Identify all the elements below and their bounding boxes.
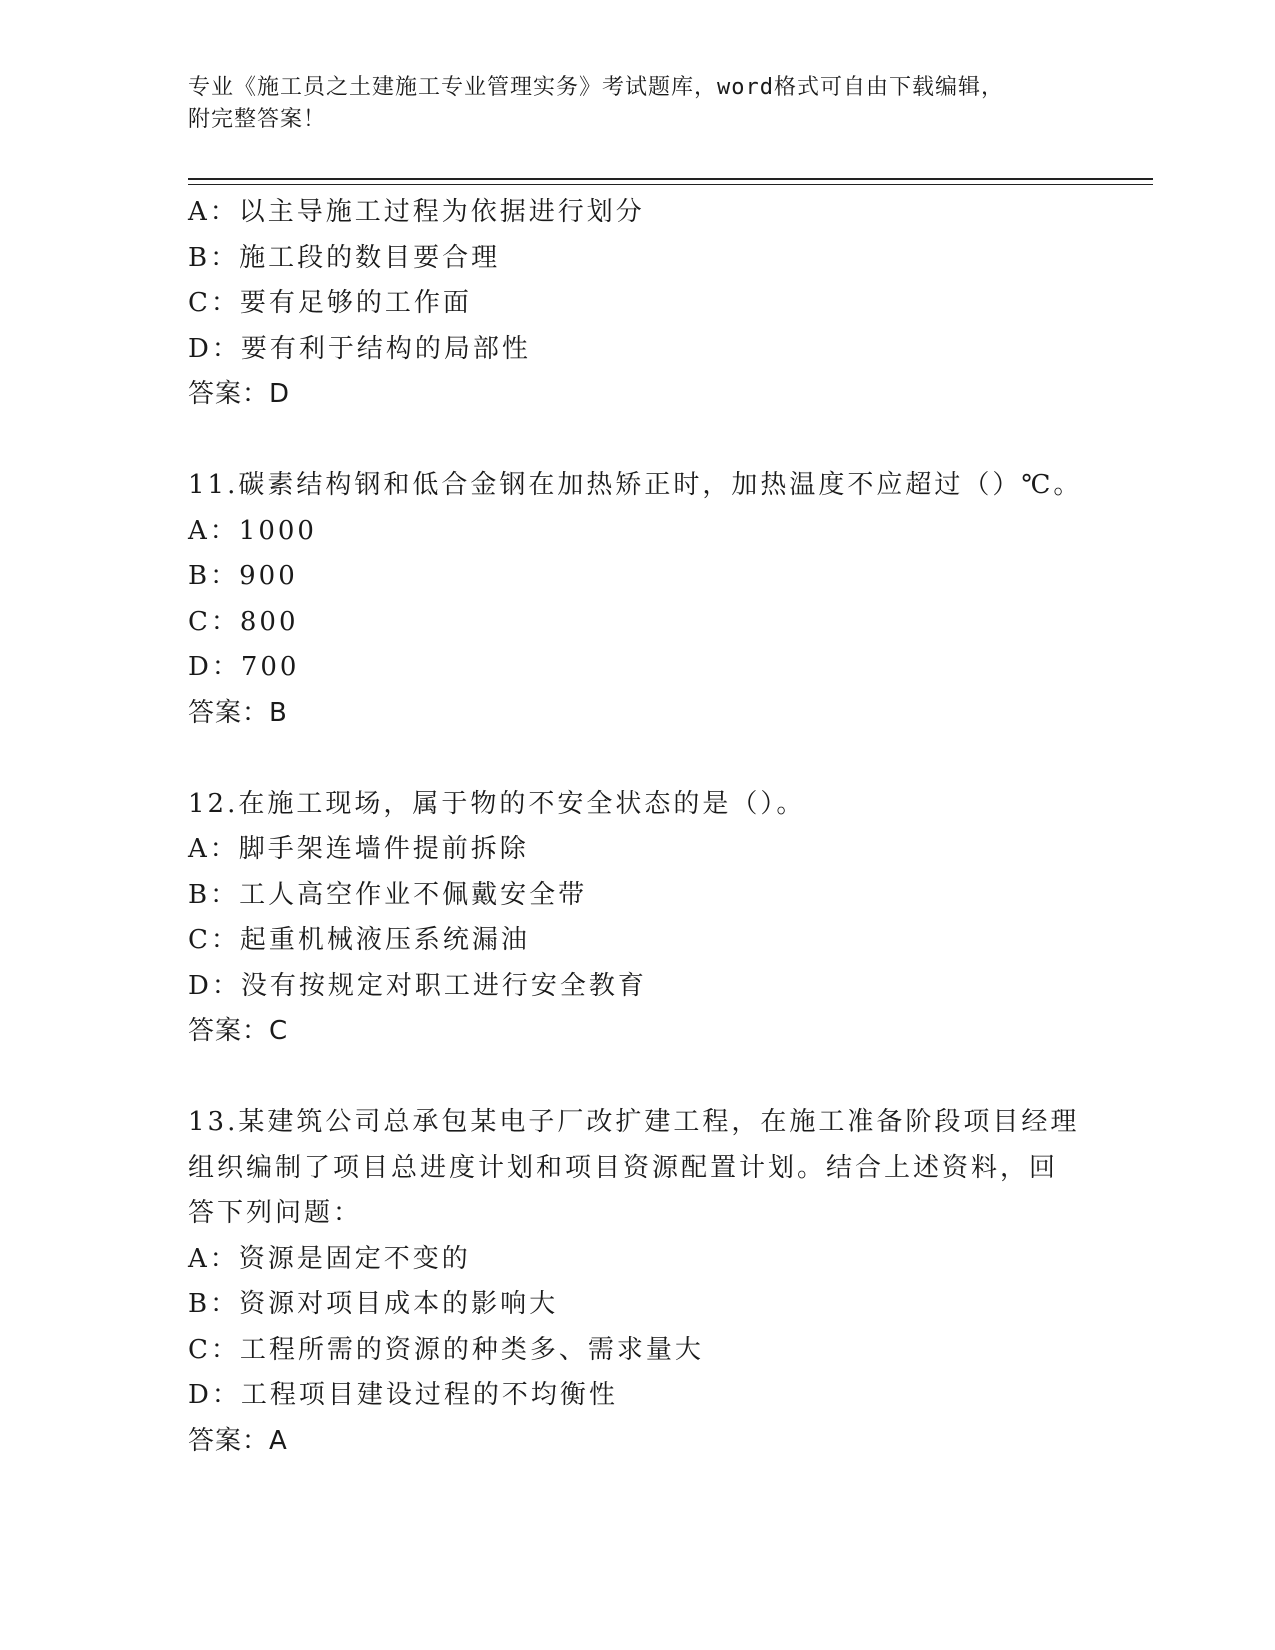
question-text-line-2: 组织编制了项目总进度计划和项目资源配置计划。结合上述资料，回: [188, 1152, 1059, 1183]
question-text: 11.碳素结构钢和低合金钢在加热矫正时，加热温度不应超过（）℃。: [188, 470, 1083, 500]
question-13: [188, 1100, 1088, 1464]
answer: 答案：C: [188, 1016, 289, 1046]
option-c: C：800: [188, 606, 299, 637]
option-c: C：要有足够的工作面: [188, 288, 472, 318]
question-text: 12.在施工现场，属于物的不安全状态的是（）。: [188, 788, 806, 819]
header-divider-thin: [188, 184, 1153, 185]
spacer: [188, 418, 1088, 464]
option-b: B：施工段的数目要合理: [188, 242, 501, 273]
option-d: D：没有按规定对职工进行安全教育: [188, 970, 647, 1001]
option-d: D：要有利于结构的局部性: [188, 333, 531, 364]
question-text-line-1: 13.某建筑公司总承包某电子厂改扩建工程，在施工准备阶段项目经理: [188, 1107, 1080, 1137]
option-d: D：工程项目建设过程的不均衡性: [188, 1380, 618, 1410]
question-list: [188, 190, 1088, 1464]
question-11: [188, 463, 1088, 736]
option-b: B：工人高空作业不佩戴安全带: [188, 879, 588, 910]
answer: 答案：D: [188, 379, 291, 409]
answer: 答案：A: [188, 1425, 288, 1456]
option-c: C：工程所需的资源的种类多、需求量大: [188, 1334, 704, 1365]
option-b: B：资源对项目成本的影响大: [188, 1289, 559, 1319]
question-text-line-3: 答下列问题：: [188, 1198, 363, 1228]
answer: 答案：B: [188, 697, 288, 728]
option-a: A：以主导施工过程为依据进行划分: [188, 197, 645, 227]
document-header: [188, 72, 1068, 136]
spacer: [188, 1055, 1088, 1101]
option-a: A：脚手架连墙件提前拆除: [188, 834, 529, 864]
option-b: B：900: [188, 561, 298, 591]
option-d: D：700: [188, 652, 300, 682]
header-line-1: 专业《施工员之土建施工专业管理实务》考试题库，word格式可自由下载编辑，: [188, 75, 1004, 100]
spacer: [188, 736, 1088, 782]
header-line-2: 附完整答案！: [188, 107, 327, 132]
header-divider-thick: [188, 178, 1153, 180]
option-a: A：1000: [188, 515, 317, 546]
question-10: [188, 190, 1088, 418]
question-12: [188, 782, 1088, 1055]
option-a: A：资源是固定不变的: [188, 1243, 471, 1274]
option-c: C：起重机械液压系统漏油: [188, 925, 530, 955]
